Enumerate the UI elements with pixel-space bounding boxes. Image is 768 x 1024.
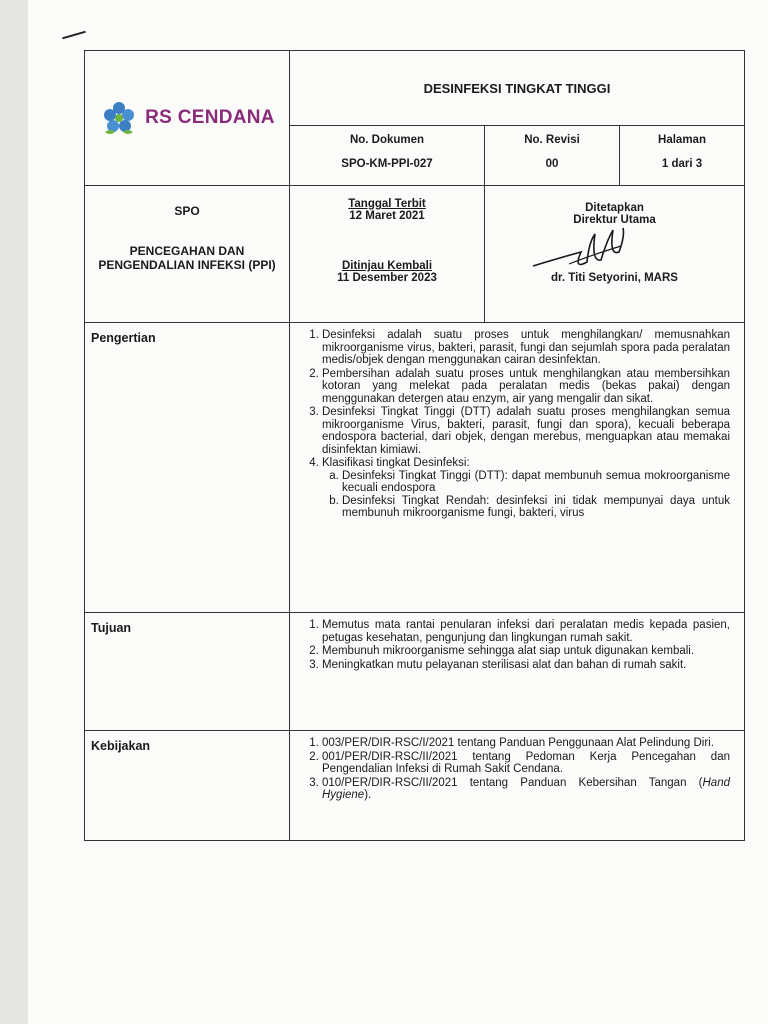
- list-item-italic: Hand Hygiene: [322, 776, 730, 801]
- list-item-end: ).: [364, 789, 372, 801]
- spo-subject: PENCEGAHAN DAN PENGENDALIAN INFEKSI (PPI): [98, 244, 276, 272]
- approver-name: dr. Titi Setyorini, MARS: [551, 272, 678, 284]
- definition-list: [296, 329, 730, 520]
- section-body: [290, 731, 745, 841]
- list-item: 3. Desinfeksi Tingkat Tinggi (DTT) adalah suatu proses menghilangkan semua mikroorganisme Virus, bakteri, parasit, fungi dan spora), kecuali beberapa endospora bacterial, dari objek, dengan merebus, menguapkan atau memakai disinfektan kimiawi.: [322, 406, 730, 456]
- section-tujuan: [85, 613, 745, 731]
- list-item: [322, 457, 730, 520]
- page-cell: [620, 126, 745, 186]
- section-label: Pengertian: [85, 323, 290, 613]
- section-body: [290, 323, 745, 613]
- list-item: 1. Memutus mata rantai penularan infeksi dari peralatan medis kepada pasien, petugas kesehatan, pengunjung dan lingkungan rumah sakit.: [322, 619, 730, 644]
- flower-logo-icon: [99, 98, 139, 138]
- revision-label: No. Revisi: [524, 134, 580, 146]
- list-item: 1. 003/PER/DIR-RSC/I/2021 tentang Panduan Penggunaan Alat Pelindung Diri.: [322, 737, 730, 750]
- issued-label: Tanggal Terbit: [348, 198, 426, 210]
- list-item-text: Klasifikasi tingkat Desinfeksi:: [322, 457, 470, 469]
- sub-list-item: b. Desinfeksi Tingkat Rendah: desinfeksi ini tidak mempunyai daya untuk membunuh mikroorganisme fungi, bakteri, virus: [342, 495, 730, 520]
- spo-type: SPO: [174, 204, 200, 218]
- revision-value: 00: [545, 158, 559, 170]
- reviewed-date: 11 Desember 2023: [337, 272, 437, 284]
- list-item: 3. Meningkatkan mutu pelayanan sterilisasi alat dan bahan di rumah sakit.: [322, 659, 730, 672]
- spo-type-cell: [85, 186, 290, 323]
- spo-document-table: [84, 50, 745, 841]
- spo-row: [85, 186, 745, 323]
- dates-cell: [290, 186, 485, 323]
- hospital-name: RS CENDANA: [145, 107, 275, 128]
- section-label: Tujuan: [85, 613, 290, 731]
- list-item: 1. Desinfeksi adalah suatu proses untuk menghilangkan/ memusnahkan mikroorganisme virus, bakteri, parasit, fungi dan sejumlah spora pada peralatan medis/objek dengan menggunakan cairan desinfektan.: [322, 329, 730, 367]
- page-label: Halaman: [658, 134, 706, 146]
- hospital-logo: [85, 98, 289, 138]
- section-label: Kebijakan: [85, 731, 290, 841]
- doc-number-cell: [290, 126, 485, 186]
- approved-label: Ditetapkan: [585, 202, 644, 214]
- sub-list: [322, 470, 730, 520]
- list-item: 2. Pembersihan adalah suatu proses untuk menghilangkan atau membersihkan kotoran yang melekat pada peralatan medis (bekas pakai) dengan menggunakan detergen atau enzym, air yang mengalir dan sikat.: [322, 368, 730, 406]
- policy-list: [296, 737, 730, 802]
- doc-number-label: No. Dokumen: [349, 134, 425, 146]
- list-item-text: 010/PER/DIR-RSC/II/2021 tentang Panduan Kebersihan Tangan (: [322, 776, 703, 789]
- list-item: [322, 777, 730, 802]
- document-title: DESINFEKSI TINGKAT TINGGI: [290, 51, 745, 126]
- scan-left-margin: [0, 0, 28, 1024]
- section-pengertian: [85, 323, 745, 613]
- reviewed-label: Ditinjau Kembali: [341, 260, 433, 272]
- list-item: 2. Membunuh mikroorganisme sehingga alat siap untuk digunakan kembali.: [322, 645, 730, 658]
- signature-icon: [529, 222, 639, 282]
- header-row: [85, 51, 745, 126]
- logo-cell: [85, 51, 290, 186]
- page-value: 1 dari 3: [661, 158, 703, 170]
- issued-date: 12 Maret 2021: [349, 210, 425, 222]
- doc-number-value: SPO-KM-PPI-027: [341, 158, 433, 170]
- list-item: 2. 001/PER/DIR-RSC/II/2021 tentang Pedoman Kerja Pencegahan dan Pengendalian Infeksi di Rumah Sakit Cendana.: [322, 751, 730, 776]
- purpose-list: [296, 619, 730, 671]
- sub-list-item: a. Desinfeksi Tingkat Tinggi (DTT): dapat membunuh semua mokroorganisme kecuali endospora: [342, 470, 730, 495]
- approver-title: Direktur Utama: [573, 214, 656, 226]
- revision-cell: [485, 126, 620, 186]
- section-body: [290, 613, 745, 731]
- approval-cell: [485, 186, 745, 323]
- section-kebijakan: [85, 731, 745, 841]
